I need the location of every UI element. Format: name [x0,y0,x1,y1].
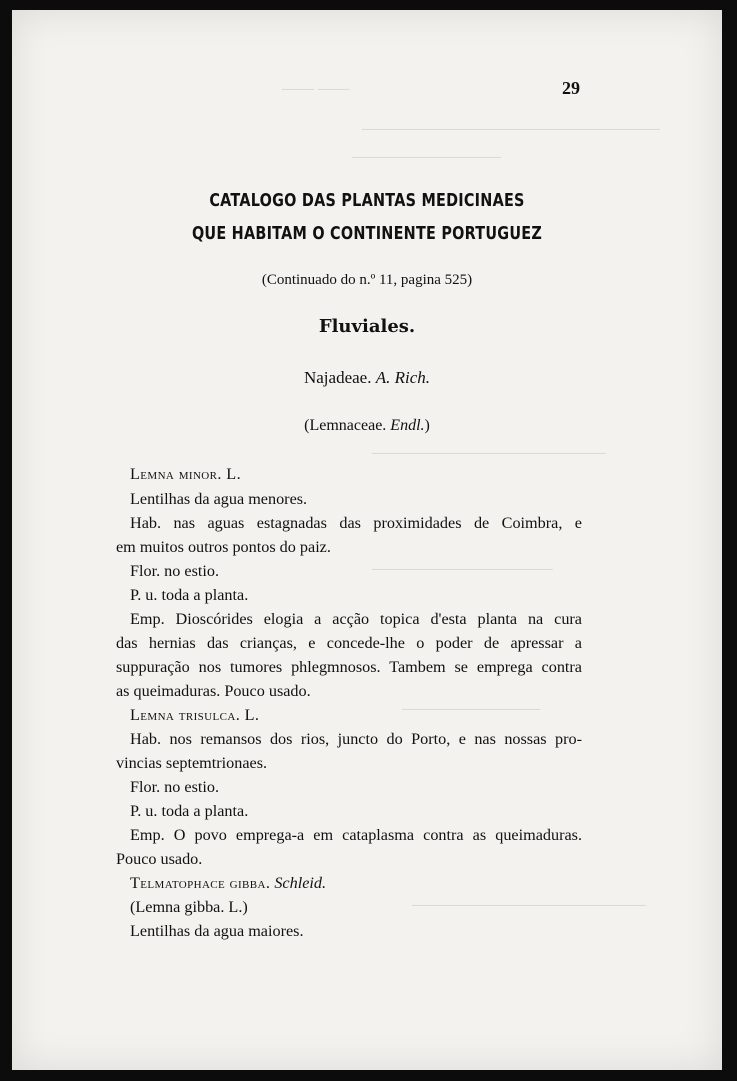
species-author: Schleid. [274,874,327,892]
flowering-text: Flor. no estio. [130,562,220,580]
bleed-through: ─── ─── [282,82,350,98]
subfamily-open: (Lemnaceae. [304,417,391,434]
habitat-text: em muitos outros pontos do paiz. [116,538,331,556]
species-heading: Lemna minor. L. [130,465,242,483]
subfamily-heading [12,417,722,435]
catalog-title-line2: QUE HABITAM O CONTINENTE PORTUGUEZ [191,223,543,244]
usage-text: Emp. Dioscórides elogia a acção topica d'esta planta na cura [130,610,582,628]
part-used-text: P. u. toda a planta. [130,802,249,820]
usage-text: das hernias das crianças, e concede-lhe o poder de apressar a [116,634,582,652]
habitat-text: vincias septemtrionaes. [116,754,268,772]
habitat-text: Hab. nas aguas estagnadas das proximidades de Coimbra, e [130,514,582,532]
part-used-text: P. u. toda a planta. [130,586,249,604]
bleed-through: ────────────── [352,150,501,166]
bleed-through: ───────────── [402,702,541,718]
usage-text: Pouco usado. [116,850,203,868]
continuation-note: (Continuado do n.º 11, pagina 525) [261,272,473,288]
bleed-through: ────────────────────── [372,446,606,462]
common-name: Lentilhas da agua menores. [130,490,308,508]
page-number: 29 [562,78,580,98]
bleed-through: ──────────────────────────── [362,122,660,138]
usage-text: suppuração nos tumores phlegmnosos. Tambem se emprega contra [116,658,582,676]
family-author: A. Rich. [375,368,431,387]
usage-text: Emp. O povo emprega-a em cataplasma contra as queimaduras. [130,826,582,844]
species-name: Telmatophace gibba. [130,874,271,892]
subfamily-close: ) [424,417,430,434]
document-page [12,10,722,1070]
bleed-through: ────────────────────── [412,898,646,914]
family-name: Najadeae. [303,368,372,387]
usage-text: as queimaduras. Pouco usado. [116,682,311,700]
flowering-text: Flor. no estio. [130,778,220,796]
habitat-text: Hab. nos remansos dos rios, juncto do Porto, e nas nossas pro- [130,730,582,748]
species-heading [130,874,326,893]
catalog-title-line1: CATALOGO DAS PLANTAS MEDICINAES [209,190,525,211]
subfamily-author: Endl. [390,417,425,434]
synonym-text: (Lemna gibba. L.) [130,898,248,916]
section-heading: Fluviales. [318,316,416,337]
bleed-through: ───────────────── [372,562,553,578]
family-heading [12,368,722,388]
species-heading: Lemna trisulca. L. [130,706,260,724]
common-name: Lentilhas da agua maiores. [130,922,304,940]
